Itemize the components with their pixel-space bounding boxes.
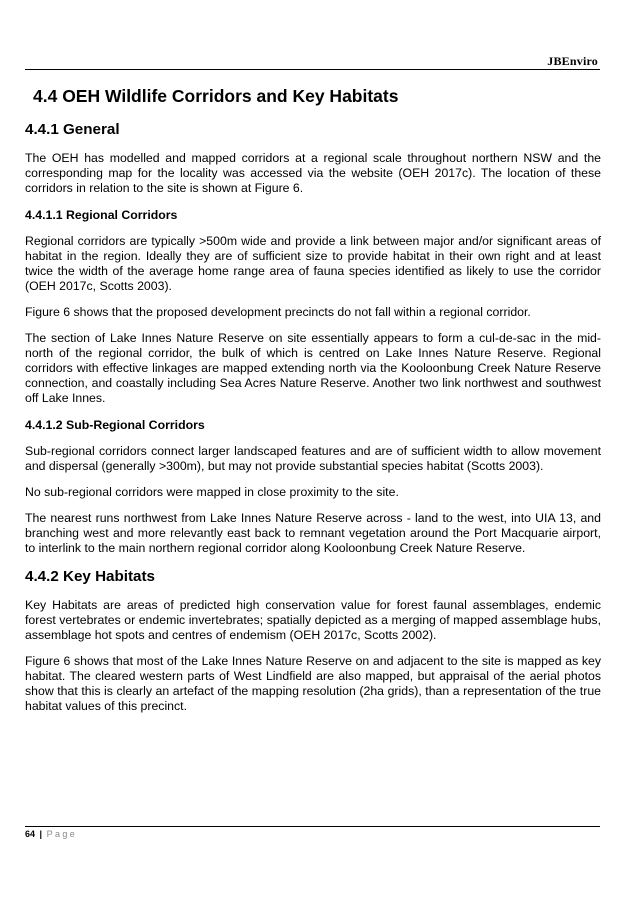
footer-separator: | (39, 829, 43, 839)
section-title: 4.4 OEH Wildlife Corridors and Key Habitats (33, 86, 399, 106)
page-label: Page (46, 829, 78, 839)
subsection-title-general: 4.4.1 General (25, 121, 120, 138)
page-content (25, 85, 601, 725)
key-habitats-paragraph-1: Key Habitats are areas of predicted high conservation value for forest faunal assemblages, endemic forest vertebrates or endemic invertebrates; spatially depicted as a merging of mapped assemblage hubs, assemblage hot spots and centres of endemism (OEH 2017c, Scotts 2002). (25, 598, 601, 642)
regional-paragraph-2: Figure 6 shows that the proposed development precincts do not fall within a regional corridor. (25, 305, 531, 319)
regional-paragraph-1: Regional corridors are typically >500m wide and provide a link between major and/or significant areas of habitat in the region. Ideally they are of sufficient size to provide habitat in their own right and at least twice the width of the average home range area of fauna species identified as likely to use the corridor (OEH 2017c, Scotts 2003). (25, 234, 601, 293)
subsubsection-title-regional: 4.4.1.1 Regional Corridors (25, 208, 178, 222)
subsubsection-title-subregional: 4.4.1.2 Sub-Regional Corridors (25, 418, 205, 432)
page-number: 64 (25, 829, 36, 839)
general-paragraph-1: The OEH has modelled and mapped corridors at a regional scale throughout northern NSW and the corresponding map for the locality was accessed via the website (OEH 2017c). The location of these corridors in relation to the site is shown at Figure 6. (25, 151, 601, 195)
key-habitats-paragraph-2: Figure 6 shows that most of the Lake Innes Nature Reserve on and adjacent to the site is mapped as key habitat. The cleared western parts of West Lindfield are also mapped, but appraisal of the aerial photos show that this is clearly an artefact of the mapping resolution (2ha grids), than a representation of the true habitat values of this precinct. (25, 654, 601, 713)
subregional-paragraph-3: The nearest runs northwest from Lake Innes Nature Reserve across - land to the west, into UIA 13, and branching west and more relevantly east back to remnant vegetation around the Port Macquarie airport, to interlink to the main northern regional corridor along Kooloonbung Creek Nature Reserve. (25, 511, 601, 555)
header-brand: JBEnviro (547, 54, 598, 68)
regional-paragraph-3: The section of Lake Innes Nature Reserve on site essentially appears to form a cul-de-sac in the mid-north of the regional corridor, the bulk of which is centred on Lake Innes Nature Reserve. Regional corridors with effective linkages are mapped extending north via the Kooloonbung Creek Nature Reserve connection, and coastally including Sea Acres Nature Reserve. Another two link northwest and southwest off Lake Innes. (25, 331, 601, 405)
footer-divider (25, 826, 600, 827)
header-divider (25, 69, 600, 70)
subsection-title-key-habitats: 4.4.2 Key Habitats (25, 568, 155, 585)
page-footer (25, 829, 77, 840)
subregional-paragraph-2: No sub-regional corridors were mapped in close proximity to the site. (25, 485, 399, 499)
subregional-paragraph-1: Sub-regional corridors connect larger landscaped features and are of sufficient width to allow movement and dispersal (generally >300m), but may not provide substantial species habitat (Scotts 2003). (25, 444, 601, 473)
